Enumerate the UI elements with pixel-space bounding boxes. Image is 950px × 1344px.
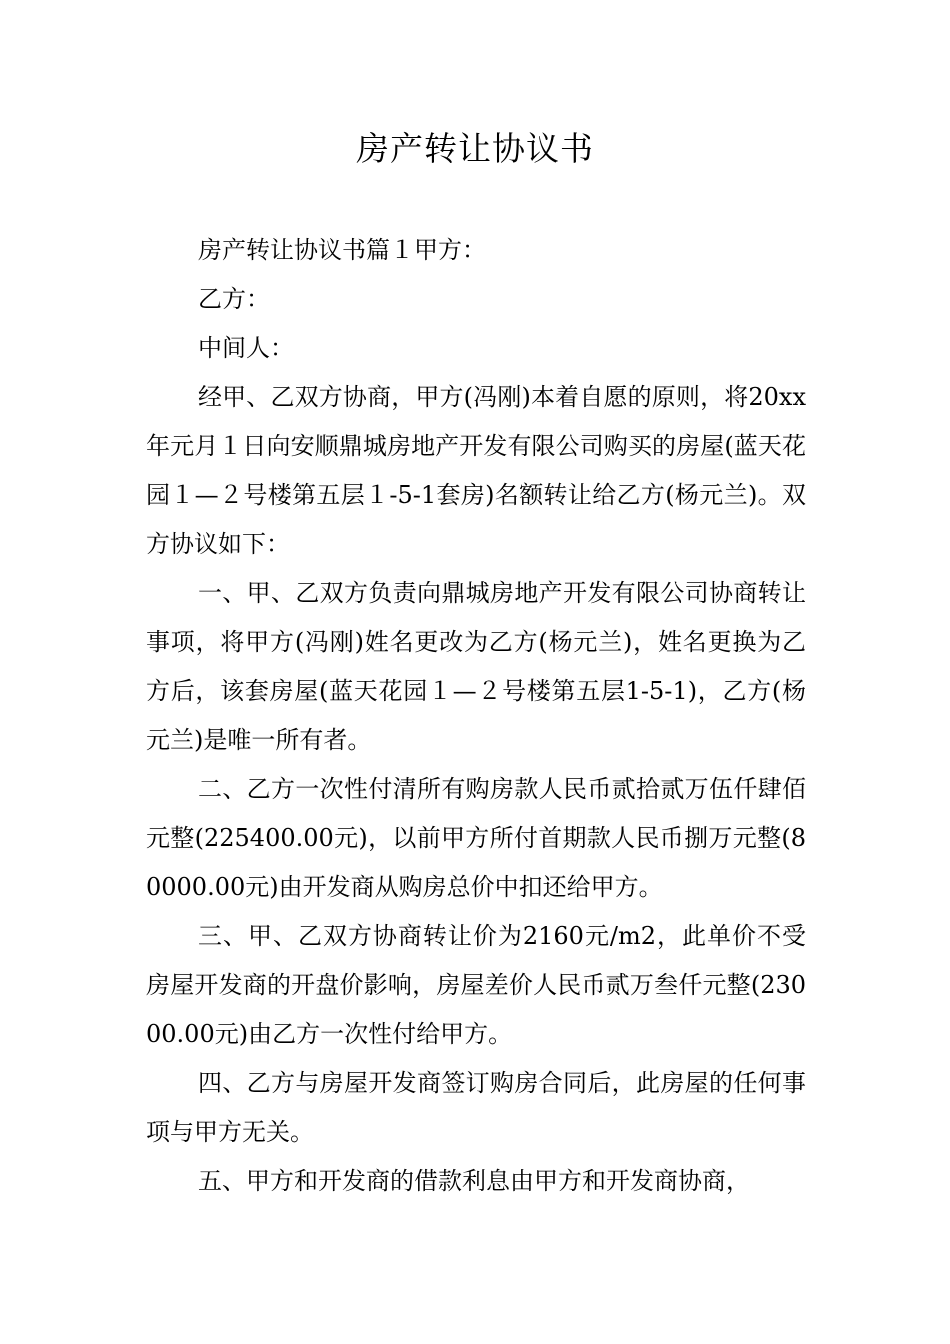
document-title: 房产转让协议书 bbox=[356, 129, 594, 168]
paragraph-clause-2: 二、乙方一次性付清所有购房款人民币贰拾贰万伍仟肆佰元整(225400.00元)，以前甲方所付首期款人民币捌万元整(80000.00元)由开发商从购房总价中扣还给甲方。 bbox=[146, 775, 806, 901]
document-body bbox=[146, 226, 806, 1206]
paragraph-clause-1: 一、甲、乙双方负责向鼎城房地产开发有限公司协商转让事项，将甲方(冯刚)姓名更改为乙方(杨元兰)，姓名更换为乙方后，该套房屋(蓝天花园１—２号楼第五层1-5-1)，乙方(杨元兰)是唯一所有者。 bbox=[146, 579, 806, 754]
paragraph-party-b: 乙方： bbox=[198, 285, 270, 313]
paragraph-heading-party-a: 房产转让协议书篇１甲方： bbox=[198, 236, 486, 264]
paragraph-intermediary: 中间人： bbox=[198, 334, 294, 362]
paragraph-clause-3: 三、甲、乙双方协商转让价为2160元/m2，此单价不受房屋开发商的开盘价影响，房屋差价人民币贰万叁仟元整(23000.00元)由乙方一次性付给甲方。 bbox=[146, 922, 806, 1048]
paragraph-clause-4: 四、乙方与房屋开发商签订购房合同后，此房屋的任何事项与甲方无关。 bbox=[146, 1069, 806, 1146]
paragraph-clause-5: 五、甲方和开发商的借款利息由甲方和开发商协商， bbox=[198, 1167, 750, 1195]
paragraph-preamble: 经甲、乙双方协商，甲方(冯刚)本着自愿的原则，将20xx年元月１日向安顺鼎城房地产开发有限公司购买的房屋(蓝天花园１—２号楼第五层１-5-1套房)名额转让给乙方(杨元兰)。双方协议如下： bbox=[146, 383, 806, 558]
